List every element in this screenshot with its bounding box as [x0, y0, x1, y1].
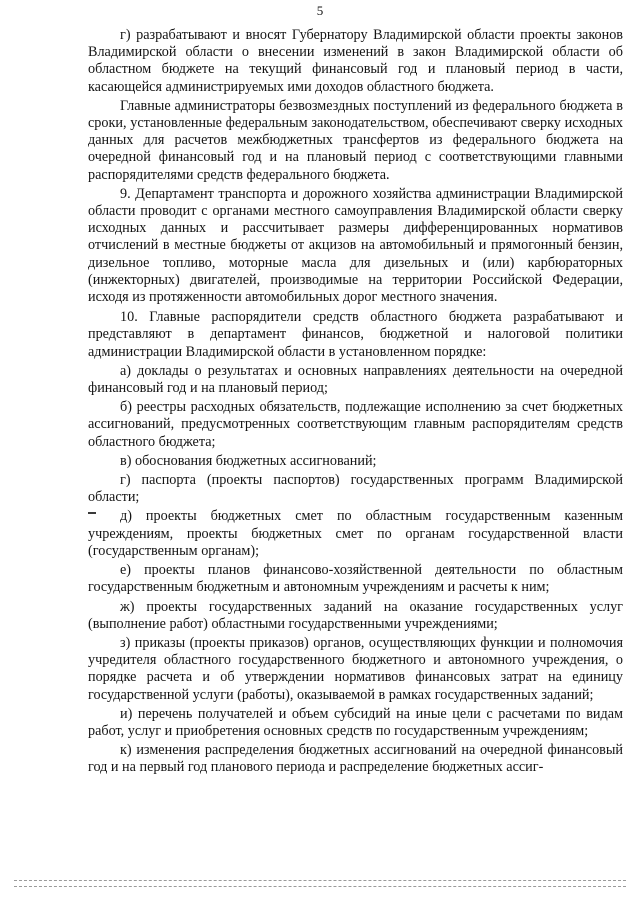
list-item-b-registers: б) реестры расходных обязательств, подлежащие исполнению за счет бюджетных ассигнований, предусмотренных соответствующим главным распорядителям средств областного бюджета; [88, 399, 623, 450]
page-number: 5 [316, 3, 324, 18]
footer-rule-secondary [14, 886, 626, 887]
list-item-e-plans: е) проекты планов финансово-хозяйственной деятельности по областным государственным бюджетным и автономным учреждениям и расчеты к ним; [88, 562, 623, 596]
list-item-zh-state-tasks: ж) проекты государственных заданий на оказание государственных услуг (выполнение работ) областными государственными учреждениями; [88, 598, 623, 632]
list-item-d-budget-estimates: д) проекты бюджетных смет по областным государственным казенным учреждениям, проекты бюджетных смет по органам государственной власти (государственным органам); [88, 508, 623, 559]
paragraph-10-main-managers: 10. Главные распорядители средств областного бюджета разрабатывают и представляют в департамент финансов, бюджетной и налоговой политики администрации Владимирской области в установленном порядке: [88, 309, 623, 360]
list-item-k-changes: к) изменения распределения бюджетных ассигнований на очередной финансовый год и на первый год планового периода и распределение бюджетных ассиг- [88, 742, 623, 776]
paragraph-g-draft-laws: г) разрабатывают и вносят Губернатору Владимирской области проекты законов Владимирской области о внесении изменений в закон Владимирской области об областном бюджете на текущий финансовый год и плановый период в части, касающейся администрируемых ими доходов областного бюджета. [88, 27, 623, 95]
paragraph-9-transport-department: 9. Департамент транспорта и дорожного хозяйства администрации Владимирской области проводит с органами местного самоуправления Владимирской области сверку исходных данных и рассчитывает размеры дифференцированных нормативов отчислений в местные бюджеты от акцизов на автомобильный и прямогонный бензин, дизельное топливо, моторные масла для дизельных и (или) карбюраторных (инжекторных) двигателей, производимые на территории Российской Федерации, исходя из протяженности автомобильных дорог местного значения. [88, 185, 623, 306]
list-item-i-subsidies: и) перечень получателей и объем субсидий на иные цели с расчетами по видам работ, услуг и приобретения основных средств по государственным учреждениям; [88, 705, 623, 739]
scan-mark [88, 512, 96, 514]
list-item-a-reports: а) доклады о результатах и основных направлениях деятельности на очередной финансовый год и на плановый период; [88, 362, 623, 397]
list-item-z-orders: з) приказы (проекты приказов) органов, осуществляющих функции и полномочия учредителя областного государственного бюджетного и автономного учреждения, о порядке расчета и об утверждении нормативов финансовых затрат на единицу государственной услуги (работы), оказываемой в рамках государственных заданий; [88, 634, 623, 703]
paragraph-gratuitous-receipts: Главные администраторы безвозмездных поступлений из федерального бюджета в сроки, установленные федеральным законодательством, обеспечивают сверку исходных данных для расчетов межбюджетных трансфертов из федерального бюджета на очередной финансовый год и на плановый период с соответствующими главными распорядителями средств федерального бюджета. [88, 97, 623, 183]
document-body [88, 27, 623, 779]
footer-rule [14, 880, 626, 881]
list-item-g-passports: г) паспорта (проекты паспортов) государственных программ Владимирской области; [88, 472, 623, 506]
list-item-v-justifications: в) обоснования бюджетных ассигнований; [120, 452, 377, 469]
